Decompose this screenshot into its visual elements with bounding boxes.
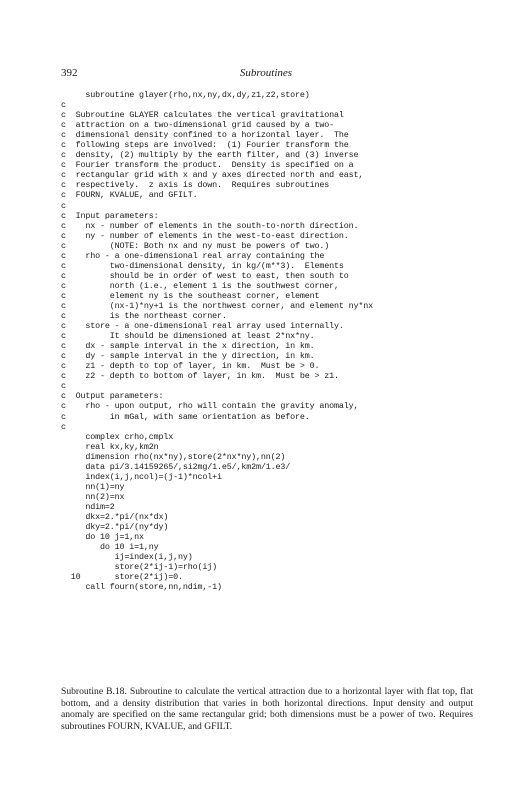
code-line: dky=2.*pi/(ny*dy) xyxy=(61,522,169,533)
code-line: c attraction on a two-dimensional grid caused by a two- xyxy=(61,120,335,131)
code-line: ndim=2 xyxy=(61,501,115,512)
code-line: c rectangular grid with x and y axes directed north and east, xyxy=(61,170,364,181)
code-line: complex crho,cmplx xyxy=(61,431,174,442)
code-line: c Output parameters: xyxy=(61,391,164,402)
code-line: c density, (2) multiply by the earth filter, and (3) inverse xyxy=(61,150,359,161)
code-line: c xyxy=(61,381,66,392)
code-line: real kx,ky,km2n xyxy=(61,441,159,452)
code-line: index(i,j,ncol)=(j-1)*ncol+i xyxy=(61,471,222,482)
code-line: data pi/3.14159265/,si2mg/1.e5/,km2m/1.e3/ xyxy=(61,461,291,472)
code-line: c xyxy=(61,200,66,211)
code-listing xyxy=(61,90,501,592)
code-line: c two-dimensional density, in kg/(m**3). Elements xyxy=(61,260,344,271)
code-line: store(2*ij-1)=rho(ij) xyxy=(61,562,218,573)
code-line: do 10 j=1,nx xyxy=(61,532,144,543)
page-number: 392 xyxy=(61,67,78,79)
code-line: c z2 - depth to bottom of layer, in km. Must be > z1. xyxy=(61,371,339,382)
code-line: c respectively. z axis is down. Requires subroutines xyxy=(61,180,330,191)
code-line: ij=index(i,j,ny) xyxy=(61,552,193,563)
code-line: c nx - number of elements in the south-to-north direction. xyxy=(61,220,359,231)
page-header xyxy=(61,67,471,81)
code-line: c dimensional density confined to a horizontal layer. The xyxy=(61,130,349,141)
code-line: dimension rho(nx*ny),store(2*nx*ny),nn(2) xyxy=(61,451,286,462)
code-line: c element ny is the southeast corner, element xyxy=(61,290,320,301)
code-line: nn(2)=nx xyxy=(61,491,125,502)
code-line: c should be in order of west to east, then south to xyxy=(61,270,349,281)
code-line: c ny - number of elements in the west-to-east direction. xyxy=(61,230,349,241)
code-line: subroutine glayer(rho,nx,ny,dx,dy,z1,z2,store) xyxy=(61,90,310,100)
code-line: dkx=2.*pi/(nx*dx) xyxy=(61,511,169,522)
code-line: c is the northeast corner. xyxy=(61,311,227,322)
figure-caption: Subroutine B.18. Subroutine to calculate the vertical attraction due to a horizontal layer with flat top, flat bottom, and a density distribution that varies in both horizontal directions. Input density and output anomaly are specified on the same rectangular grid; both dimensions must be a power of two. Requires subroutines FOURN, KVALUE, and GFILT. xyxy=(61,686,473,732)
code-line: c dx - sample interval in the x direction, in km. xyxy=(61,341,315,352)
code-line: c in mGal, with same orientation as before. xyxy=(61,411,310,422)
code-line: c xyxy=(61,421,66,432)
code-line: c rho - upon output, rho will contain the gravity anomaly, xyxy=(61,401,359,412)
code-line: 10 store(2*ij)=0. xyxy=(61,572,183,583)
code-line: c rho - a one-dimensional real array containing the xyxy=(61,250,325,261)
code-line: c north (i.e., element 1 is the southwest corner, xyxy=(61,280,339,291)
code-line: c following steps are involved: (1) Fourier transform the xyxy=(61,140,349,151)
code-line: c (nx-1)*ny+1 is the northwest corner, and element ny*nx xyxy=(61,300,374,311)
running-title: Subroutines xyxy=(239,67,293,79)
code-line: c xyxy=(61,100,66,111)
code-line: nn(1)=ny xyxy=(61,481,125,492)
code-line: c Input parameters: xyxy=(61,210,159,221)
code-line: c (NOTE: Both nx and ny must be powers of two.) xyxy=(61,240,330,251)
code-line: do 10 i=1,ny xyxy=(61,542,159,553)
code-line: call fourn(store,nn,ndim,-1) xyxy=(61,582,222,593)
code-line: c Fourier transform the product. Density is specified on a xyxy=(61,160,354,171)
code-line: c Subroutine GLAYER calculates the vertical gravitational xyxy=(61,110,344,121)
code-line: c It should be dimensioned at least 2*nx*ny. xyxy=(61,331,315,342)
code-line: c z1 - depth to top of layer, in km. Must be > 0. xyxy=(61,361,320,372)
code-line: c store - a one-dimensional real array used internally. xyxy=(61,321,344,332)
code-line: c dy - sample interval in the y direction, in km. xyxy=(61,351,315,362)
code-line: c FOURN, KVALUE, and GFILT. xyxy=(61,190,198,201)
